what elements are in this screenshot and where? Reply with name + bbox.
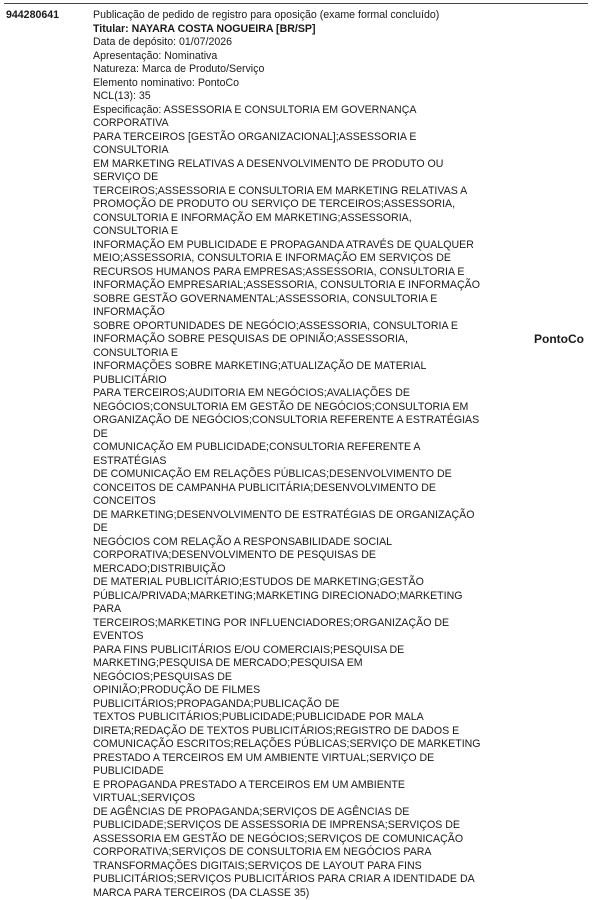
specification-line: PARA FINS PUBLICITÁRIOS E/OU COMERCIAIS;PESQUISA DE	[93, 644, 485, 658]
specification-line: DE MARKETING;DESENVOLVIMENTO DE ESTRATÉGIAS DE ORGANIZAÇÃO DE	[93, 509, 485, 536]
specification-line: INFORMAÇÕES SOBRE MARKETING;ATUALIZAÇÃO DE MATERIAL PUBLICITÁRIO	[93, 360, 485, 387]
specification-line: TERCEIROS;ASSESSORIA E CONSULTORIA EM MARKETING RELATIVAS A	[93, 185, 485, 199]
specification-line: DIRETA;REDAÇÃO DE TEXTOS PUBLICITÁRIOS;REGISTRO DE DADOS E	[93, 725, 485, 739]
specification-line: SOBRE GESTÃO GOVERNAMENTAL;ASSESSORIA, CONSULTORIA E INFORMAÇÃO	[93, 293, 485, 320]
record-details	[93, 9, 485, 900]
specification-line: MARCA PARA TERCEIROS (DA CLASSE 35)	[93, 887, 485, 900]
process-number: 944280641	[6, 9, 59, 23]
specification-line: INFORMAÇÃO EM PUBLICIDADE E PROPAGANDA ATRAVÉS DE QUALQUER	[93, 239, 485, 253]
specification-line: RECURSOS HUMANOS PARA EMPRESAS;ASSESSORIA, CONSULTORIA E	[93, 266, 485, 280]
specification-line: PÚBLICA/PRIVADA;MARKETING;MARKETING DIRECIONADO;MARKETING PARA	[93, 590, 485, 617]
specification-line: ORGANIZAÇÃO DE NEGÓCIOS;CONSULTORIA REFERENTE A ESTRATÉGIAS DE	[93, 414, 485, 441]
specification-line: INFORMAÇÃO EMPRESARIAL;ASSESSORIA, CONSULTORIA E INFORMAÇÃO	[93, 279, 485, 293]
specification-line: E PROPAGANDA PRESTADO A TERCEIROS EM UM AMBIENTE VIRTUAL;SERVIÇOS	[93, 779, 485, 806]
specification-line: EM MARKETING RELATIVAS A DESENVOLVIMENTO DE PRODUTO OU SERVIÇO DE	[93, 158, 485, 185]
specification-line: NEGÓCIOS COM RELAÇÃO A RESPONSABILIDADE SOCIAL	[93, 536, 485, 550]
mark-nature: Natureza: Marca de Produto/Serviço	[93, 63, 485, 77]
specification-line: TRANSFORMAÇÕES DIGITAIS;SERVIÇOS DE LAYOUT PARA FINS	[93, 860, 485, 874]
top-divider	[4, 3, 588, 4]
specification-line: PARA TERCEIROS [GESTÃO ORGANIZACIONAL];ASSESSORIA E CONSULTORIA	[93, 131, 485, 158]
presentation-type: Apresentação: Nominativa	[93, 50, 485, 64]
specification-line: MEIO;ASSESSORIA, CONSULTORIA E INFORMAÇÃO EM SERVIÇOS DE	[93, 252, 485, 266]
dispatch-description: Publicação de pedido de registro para oposição (exame formal concluído)	[93, 9, 485, 23]
specification-line: CORPORATIVA;SERVIÇOS DE CONSULTORIA EM NEGÓCIOS PARA	[93, 846, 485, 860]
specification-line: PUBLICITÁRIOS;SERVIÇOS PUBLICITÁRIOS PARA CRIAR A IDENTIDADE DA	[93, 873, 485, 887]
specification-line: DE AGÊNCIAS DE PROPAGANDA;SERVIÇOS DE AGÊNCIAS DE	[93, 806, 485, 820]
specification-line: DE MATERIAL PUBLICITÁRIO;ESTUDOS DE MARKETING;GESTÃO	[93, 576, 485, 590]
ncl-class: NCL(13): 35	[93, 90, 485, 104]
deposit-date: Data de depósito: 01/07/2026	[93, 36, 485, 50]
specification-line: Especificação: ASSESSORIA E CONSULTORIA EM GOVERNANÇA CORPORATIVA	[93, 104, 485, 131]
mark-name: PontoCo	[534, 332, 584, 346]
titular-line: Titular: NAYARA COSTA NOGUEIRA [BR/SP]	[93, 23, 485, 37]
specification-line: CORPORATIVA;DESENVOLVIMENTO DE PESQUISAS DE MERCADO;DISTRIBUIÇÃO	[93, 549, 485, 576]
specification-line: TERCEIROS;MARKETING POR INFLUENCIADORES;ORGANIZAÇÃO DE EVENTOS	[93, 617, 485, 644]
specification-line: OPINIÃO;PRODUÇÃO DE FILMES PUBLICITÁRIOS;PROPAGANDA;PUBLICAÇÃO DE	[93, 684, 485, 711]
specification-line: ASSESSORIA EM GESTÃO DE NEGÓCIOS;SERVIÇOS DE COMUNICAÇÃO	[93, 833, 485, 847]
specification-line: COMUNICAÇÃO EM PUBLICIDADE;CONSULTORIA REFERENTE A ESTRATÉGIAS	[93, 441, 485, 468]
specification-line: MARKETING;PESQUISA DE MERCADO;PESQUISA EM NEGÓCIOS;PESQUISAS DE	[93, 657, 485, 684]
specification-line: SOBRE OPORTUNIDADES DE NEGÓCIO;ASSESSORIA, CONSULTORIA E	[93, 320, 485, 334]
specification-line: CONSULTORIA E INFORMAÇÃO EM MARKETING;ASSESSORIA, CONSULTORIA E	[93, 212, 485, 239]
nominative-element: Elemento nominativo: PontoCo	[93, 77, 485, 91]
specification-line: PUBLICIDADE;SERVIÇOS DE ASSESSORIA DE IMPRENSA;SERVIÇOS DE	[93, 819, 485, 833]
specification-line: TEXTOS PUBLICITÁRIOS;PUBLICIDADE;PUBLICIDADE POR MALA	[93, 711, 485, 725]
specification-line: INFORMAÇÃO SOBRE PESQUISAS DE OPINIÃO;ASSESSORIA, CONSULTORIA E	[93, 333, 485, 360]
specification-line: DE COMUNICAÇÃO EM RELAÇÕES PÚBLICAS;DESENVOLVIMENTO DE	[93, 468, 485, 482]
specification-line: COMUNICAÇÃO ESCRITOS;RELAÇÕES PÚBLICAS;SERVIÇO DE MARKETING	[93, 738, 485, 752]
specification-text	[93, 104, 485, 900]
specification-line: PARA TERCEIROS;AUDITORIA EM NEGÓCIOS;AVALIAÇÕES DE	[93, 387, 485, 401]
specification-line: PROMOÇÃO DE PRODUTO OU SERVIÇO DE TERCEIROS;ASSESSORIA,	[93, 198, 485, 212]
specification-line: NEGÓCIOS;CONSULTORIA EM GESTÃO DE NEGÓCIOS;CONSULTORIA EM	[93, 401, 485, 415]
specification-line: PRESTADO A TERCEIROS EM UM AMBIENTE VIRTUAL;SERVIÇO DE PUBLICIDADE	[93, 752, 485, 779]
specification-line: CONCEITOS DE CAMPANHA PUBLICITÁRIA;DESENVOLVIMENTO DE CONCEITOS	[93, 482, 485, 509]
